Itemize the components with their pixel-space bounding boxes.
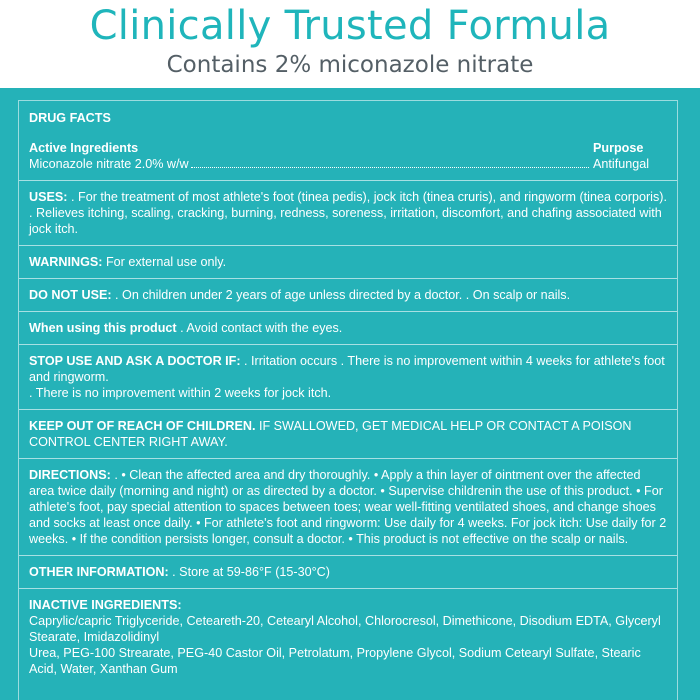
other-info-section (19, 564, 677, 589)
uses-label: USES: (29, 190, 68, 204)
directions-section (19, 467, 677, 556)
drug-facts-panel (0, 88, 700, 700)
page-title: Clinically Trusted Formula (89, 3, 611, 49)
inactive-ingredients-text-2: Urea, PEG-100 Strearate, PEG-40 Castor Oil, Petrolatum, Propylene Glycol, Sodium Cetearyl Sulfate, Stearic Acid, Water, Xanthan Gum (29, 646, 641, 676)
active-ingredients-label: Active Ingredients (29, 141, 139, 155)
other-info-text: . Store at 59-86°F (15-30°C) (168, 565, 330, 579)
do-not-use-section (19, 287, 677, 312)
leader-dots (191, 167, 589, 168)
do-not-use-label: DO NOT USE: (29, 288, 112, 302)
active-ingredients-header (29, 140, 667, 156)
top-divider (19, 100, 677, 101)
stop-use-text-2: . There is no improvement within 2 weeks for jock itch. (29, 386, 332, 400)
inactive-ingredients-text-1: Caprylic/capric Triglyceride, Ceteareth-20, Cetearyl Alcohol, Chlorocresol, Dimethicone, Disodium EDTA, Glyceryl Stearate, Imidazolidinyl (29, 614, 661, 644)
drug-facts-box (18, 100, 678, 700)
uses-text-2: . Relieves itching, scaling, cracking, burning, redness, soreness, irritation, discomfort, and chafing associated with jock itch. (29, 206, 662, 236)
purpose-label: Purpose (593, 141, 644, 155)
active-ingredient-name: Miconazole nitrate 2.0% w/w (29, 157, 189, 171)
directions-text: . • Clean the affected area and dry thoroughly. • Apply a thin layer of ointment over the affected area twice daily (morning and night) or as directed by a doctor. • Supervise childrenin the use of this product. • For athlete's foot, pay special attention to spaces between toes; wear well-fitting ventilated shoes, and change shoes and socks at least once daily. • For athlete's foot and ringworm: Use daily for 4 weeks. For jock itch: Use daily for 2 weeks. • If the condition persists longer, consult a doctor. • This product is not effective on the scalp or nails. (29, 468, 667, 546)
do-not-use-text: . On children under 2 years of age unless directed by a doctor. . On scalp or nails. (111, 288, 571, 302)
stop-use-text-1: . Irritation occurs . There is no improvement within 4 weeks for athlete's foot and ringworm. (29, 354, 665, 384)
header (0, 0, 700, 88)
warnings-label: WARNINGS: (29, 255, 103, 269)
directions-label: DIRECTIONS: (29, 468, 111, 482)
when-using-label: When using this product (29, 321, 177, 335)
when-using-text: . Avoid contact with the eyes. (176, 321, 343, 335)
warnings-text: For external use only. (102, 255, 227, 269)
drug-facts-heading: DRUG FACTS (29, 111, 111, 125)
stop-use-section (19, 353, 677, 410)
inactive-ingredients-section (19, 597, 677, 685)
uses-section (19, 189, 677, 246)
active-ingredient-purpose: Antifungal (593, 157, 650, 171)
uses-text-1: . For the treatment of most athlete's foot (tinea pedis), jock itch (tinea cruris), and ringworm (tinea corporis). (67, 190, 667, 204)
other-info-label: OTHER INFORMATION: (29, 565, 169, 579)
active-ingredients-section (19, 140, 677, 181)
page-subtitle: Contains 2% miconazole nitrate (166, 52, 534, 78)
keep-out-section (19, 418, 677, 459)
stop-use-label: STOP USE AND ASK A DOCTOR IF: (29, 354, 241, 368)
warnings-section (19, 254, 677, 279)
inactive-ingredients-label: INACTIVE INGREDIENTS: (29, 598, 182, 612)
keep-out-label: KEEP OUT OF REACH OF CHILDREN. (29, 419, 256, 433)
when-using-section (19, 320, 677, 345)
drug-facts-heading-section (19, 100, 677, 140)
keep-out-text: IF SWALLOWED, GET MEDICAL HELP OR CONTACT A POISON CONTROL CENTER RIGHT AWAY. (29, 419, 632, 449)
active-ingredient-row (29, 156, 667, 172)
